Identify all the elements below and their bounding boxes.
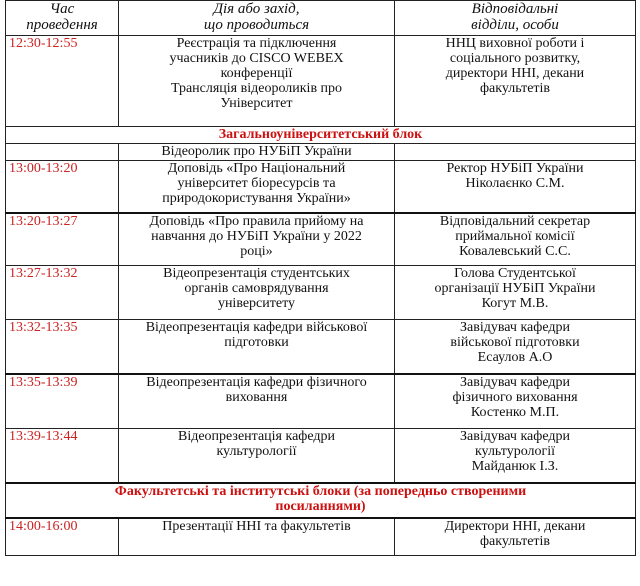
table-row	[6, 213, 636, 266]
row-responsible: Завідувач кафедри військової підготовки Есаулов А.О	[395, 320, 636, 375]
row-action: Відеопрезентація кафедри культурології	[119, 429, 395, 484]
block-title: Загальноуніверситетський блок	[6, 127, 636, 144]
row-action: Відеопрезентація студентських органів самоврядування університету	[119, 266, 395, 320]
table-header-row	[6, 1, 636, 36]
row-action: Реєстрація та підключення учасників до CISCO WEBEX конференції Трансляція відеороликів про Університет	[119, 36, 395, 127]
row-time: 13:32-13:35	[6, 320, 119, 375]
row-time	[6, 144, 119, 161]
row-time: 13:00-13:20	[6, 161, 119, 214]
row-action: Презентації ННІ та факультетів	[119, 518, 395, 556]
block-title: Факультетські та інститутські блоки (за попередньо створеними посиланнями)	[6, 483, 636, 518]
header-action: Дія або захід, що проводиться	[119, 1, 395, 36]
row-action: Відеопрезентація кафедри фізичного виховання	[119, 374, 395, 429]
row-action: Відеоролик про НУБіП України	[119, 144, 395, 161]
row-time: 14:00-16:00	[6, 518, 119, 556]
block-row	[6, 483, 636, 518]
row-action: Відеопрезентація кафедри військової підготовки	[119, 320, 395, 375]
table-row	[6, 374, 636, 429]
row-responsible: Завідувач кафедри культурології Майданюк І.З.	[395, 429, 636, 484]
row-responsible	[395, 144, 636, 161]
header-time: Час проведення	[6, 1, 119, 36]
row-time: 13:20-13:27	[6, 213, 119, 266]
header-responsible: Відповідальні відділи, особи	[395, 1, 636, 36]
table-row	[6, 266, 636, 320]
row-time: 13:35-13:39	[6, 374, 119, 429]
row-time: 12:30-12:55	[6, 36, 119, 127]
table-row	[6, 320, 636, 375]
row-time: 13:39-13:44	[6, 429, 119, 484]
row-responsible: ННЦ виховної роботи і соціального розвитку, директори ННІ, декани факультетів	[395, 36, 636, 127]
row-responsible: Ректор НУБіП України Ніколаєнко С.М.	[395, 161, 636, 214]
table-row	[6, 518, 636, 556]
row-responsible: Директори ННІ, декани факультетів	[395, 518, 636, 556]
table-row	[6, 429, 636, 484]
row-action: Доповідь «Про Національний університет біоресурсів та природокористування України»	[119, 161, 395, 214]
table-row	[6, 36, 636, 127]
table-row	[6, 144, 636, 161]
row-responsible: Голова Студентської організації НУБіП України Когут М.В.	[395, 266, 636, 320]
row-responsible: Завідувач кафедри фізичного виховання Костенко М.П.	[395, 374, 636, 429]
row-time: 13:27-13:32	[6, 266, 119, 320]
row-action: Доповідь «Про правила прийому на навчання до НУБіП України у 2022 році»	[119, 213, 395, 266]
row-responsible: Відповідальний секретар приймальної комісії Ковалевський С.С.	[395, 213, 636, 266]
block-row	[6, 127, 636, 144]
table-row	[6, 161, 636, 214]
schedule-table	[5, 0, 636, 556]
